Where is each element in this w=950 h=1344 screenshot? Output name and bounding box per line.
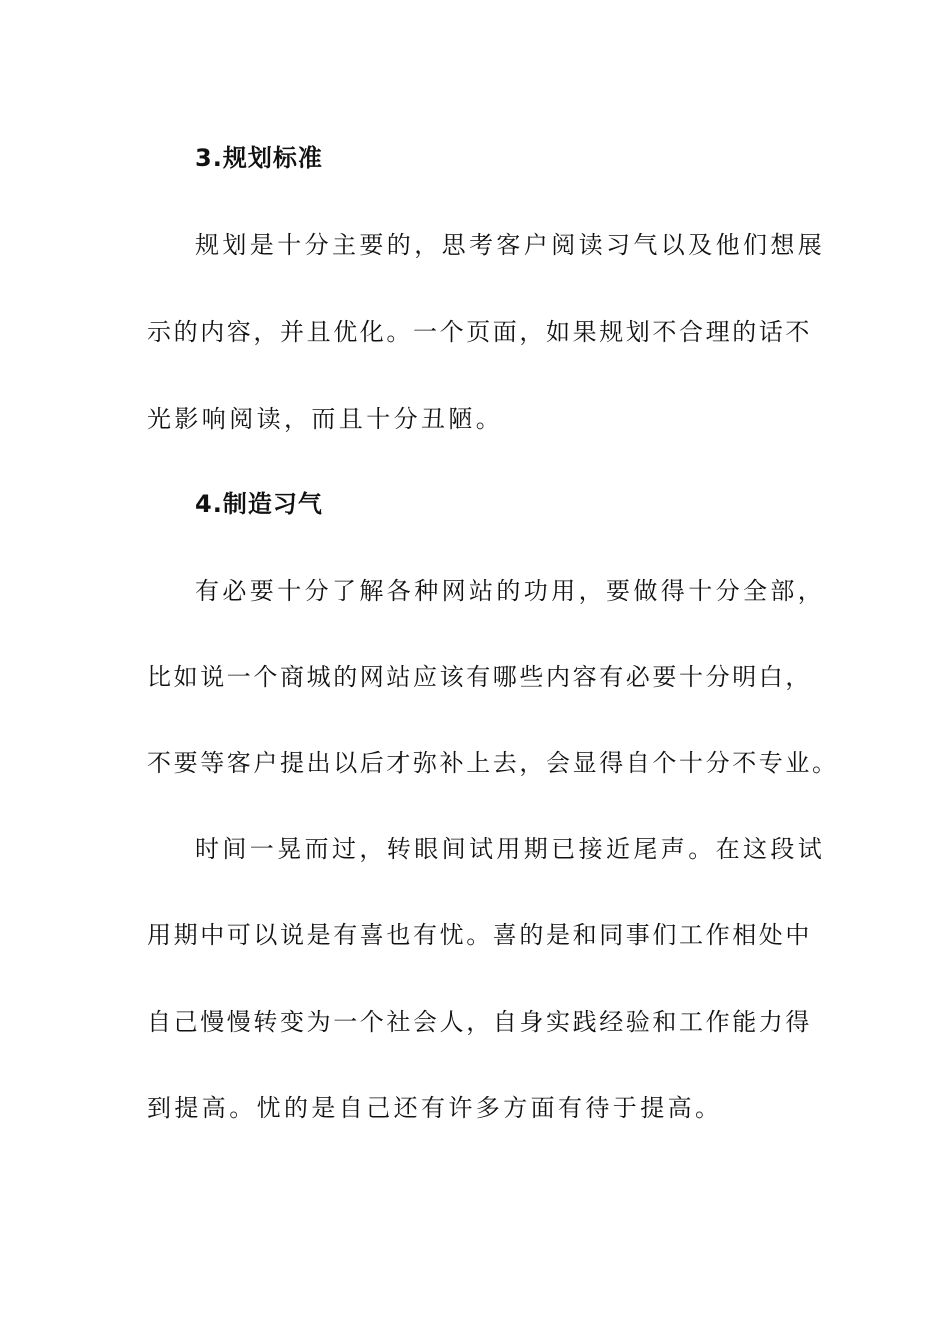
- paragraph-line: 不要等客户提出以后才弥补上去，会显得自个十分不专业。: [147, 749, 839, 777]
- paragraph-line: 时间一晃而过，转眼间试用期已接近尾声。在这段试: [195, 835, 826, 863]
- section-heading-3: 3.规划标准: [195, 144, 323, 172]
- paragraph-line: 示的内容，并且优化。一个页面，如果规划不合理的话不: [147, 318, 812, 346]
- paragraph-line: 自己慢慢转变为一个社会人，自身实践经验和工作能力得: [147, 1008, 812, 1036]
- paragraph-line: 光影响阅读，而且十分丑陋。: [147, 405, 504, 433]
- paragraph-line: 规划是十分主要的，思考客户阅读习气以及他们想展: [195, 231, 826, 259]
- paragraph-line: 比如说一个商城的网站应该有哪些内容有必要十分明白，: [147, 663, 812, 691]
- section-heading-4: 4.制造习气: [195, 490, 323, 518]
- paragraph-line: 用期中可以说是有喜也有忧。喜的是和同事们工作相处中: [147, 921, 812, 949]
- paragraph-line: 到提高。忧的是自己还有许多方面有待于提高。: [147, 1094, 723, 1122]
- paragraph-line: 有必要十分了解各种网站的功用，要做得十分全部，: [195, 577, 826, 605]
